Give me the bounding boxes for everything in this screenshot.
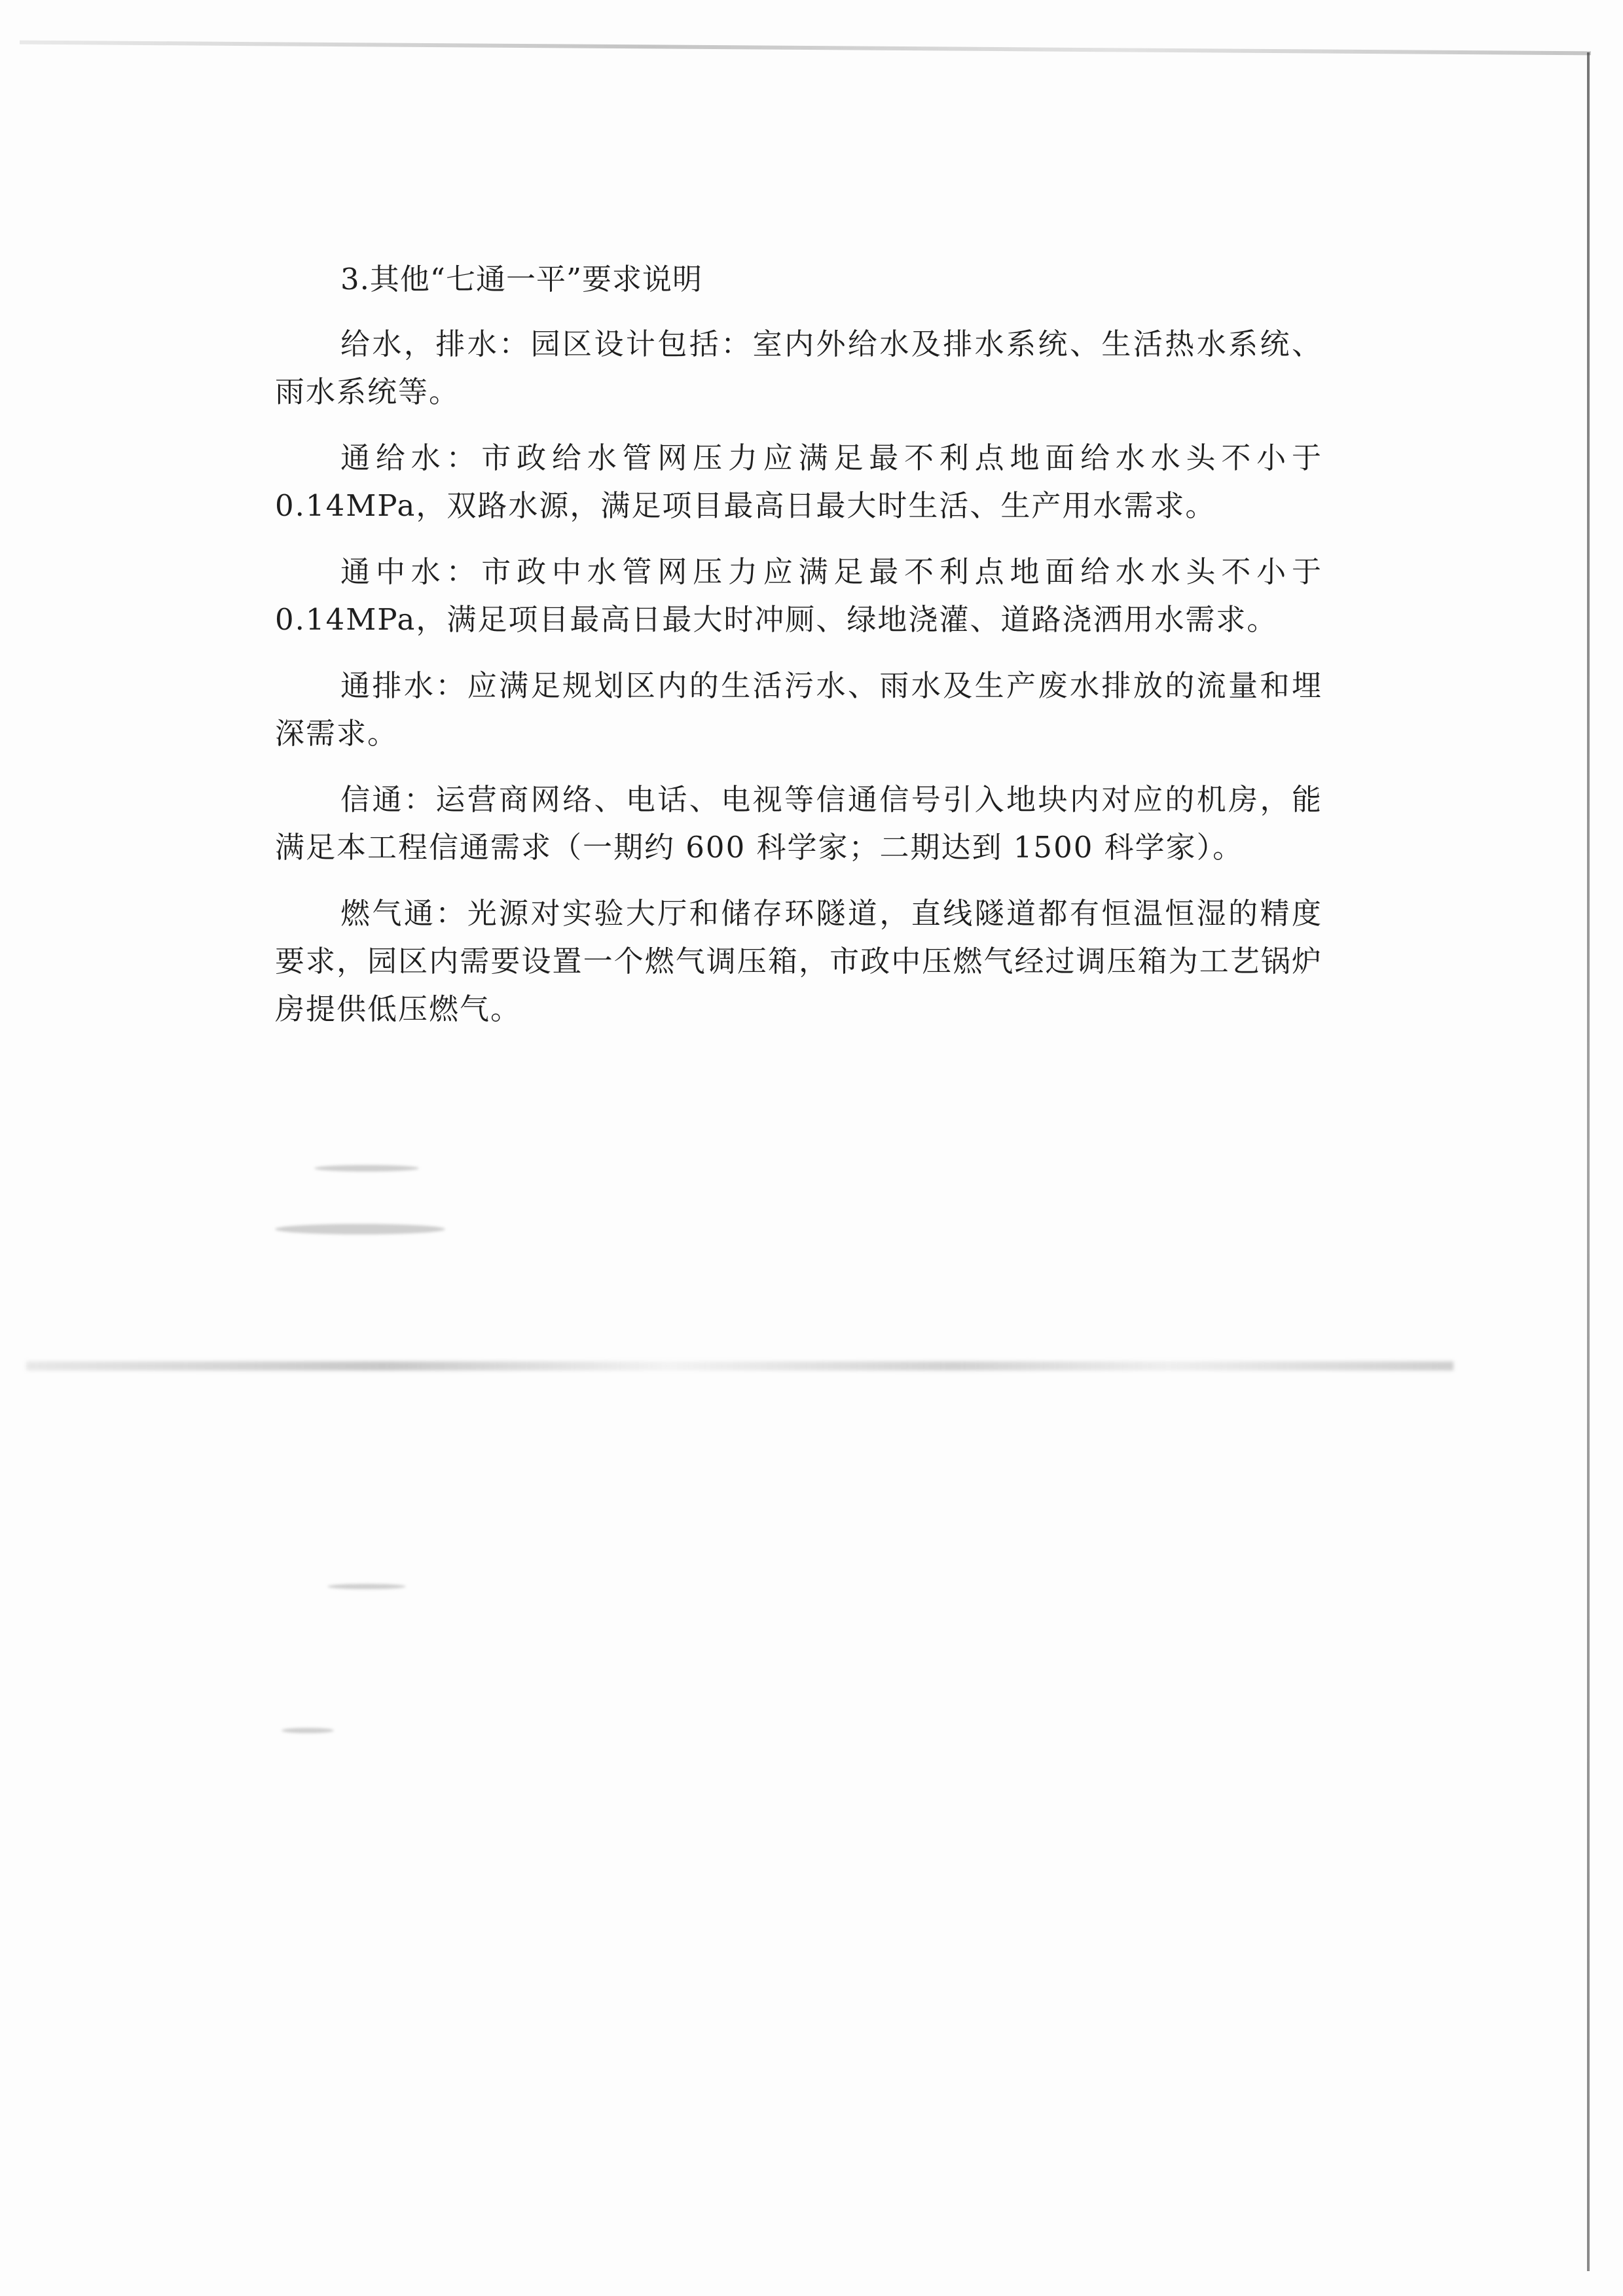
paragraph-text: 市政中水管网压力应满足最不利点地面给水水头不小于 0.14MPa，满足项目最高日最大时冲厕、绿地浇灌、道路浇洒用水需求。 (275, 554, 1322, 637)
section-heading: 3.其他“七通一平”要求说明 (340, 262, 702, 296)
paragraph-lead: 通排水： (340, 668, 467, 703)
paragraph-water-supply-drainage (275, 320, 1322, 416)
paragraph-lead: 通给水： (340, 440, 482, 475)
scan-speck (275, 1224, 445, 1234)
paragraph-text: 应满足规划区内的生活污水、雨水及生产废水排放的流量和埋深需求。 (275, 668, 1322, 751)
paragraph-telecom (275, 776, 1322, 871)
paragraph-text: 运营商网络、电话、电视等信通信号引入地块内对应的机房，能满足本工程信通需求（一期约 600 科学家；二期达到 1500 科学家）。 (275, 782, 1322, 865)
paragraph-lead: 通中水： (340, 554, 482, 589)
scan-speck (327, 1584, 406, 1589)
scan-smudge (26, 1361, 1453, 1371)
paragraph-text: 光源对实验大厅和储存环隧道，直线隧道都有恒温恒湿的精度要求，园区内需要设置一个燃气调压箱，市政中压燃气经过调压箱为工艺锅炉房提供低压燃气。 (275, 896, 1322, 1026)
paragraph-reclaimed-water (275, 548, 1322, 643)
paragraph-text: 市政给水管网压力应满足最不利点地面给水水头不小于 0.14MPa，双路水源，满足项目最高日最大时生活、生产用水需求。 (275, 440, 1322, 523)
scan-speck (314, 1165, 419, 1172)
paragraph-lead: 给水，排水： (340, 327, 531, 361)
paragraph-lead: 燃气通： (340, 896, 467, 931)
document-body (275, 259, 1322, 1051)
paragraph-water-supply (275, 434, 1322, 529)
scan-top-edge (20, 41, 1591, 56)
paragraph-gas (275, 889, 1322, 1033)
paragraph-drainage (275, 662, 1322, 757)
paragraph-text: 园区设计包括：室内外给水及排水系统、生活热水系统、雨水系统等。 (275, 327, 1322, 409)
scan-right-edge (1587, 52, 1590, 2271)
paragraph-lead: 信通： (340, 782, 436, 817)
scan-speck (282, 1728, 334, 1733)
